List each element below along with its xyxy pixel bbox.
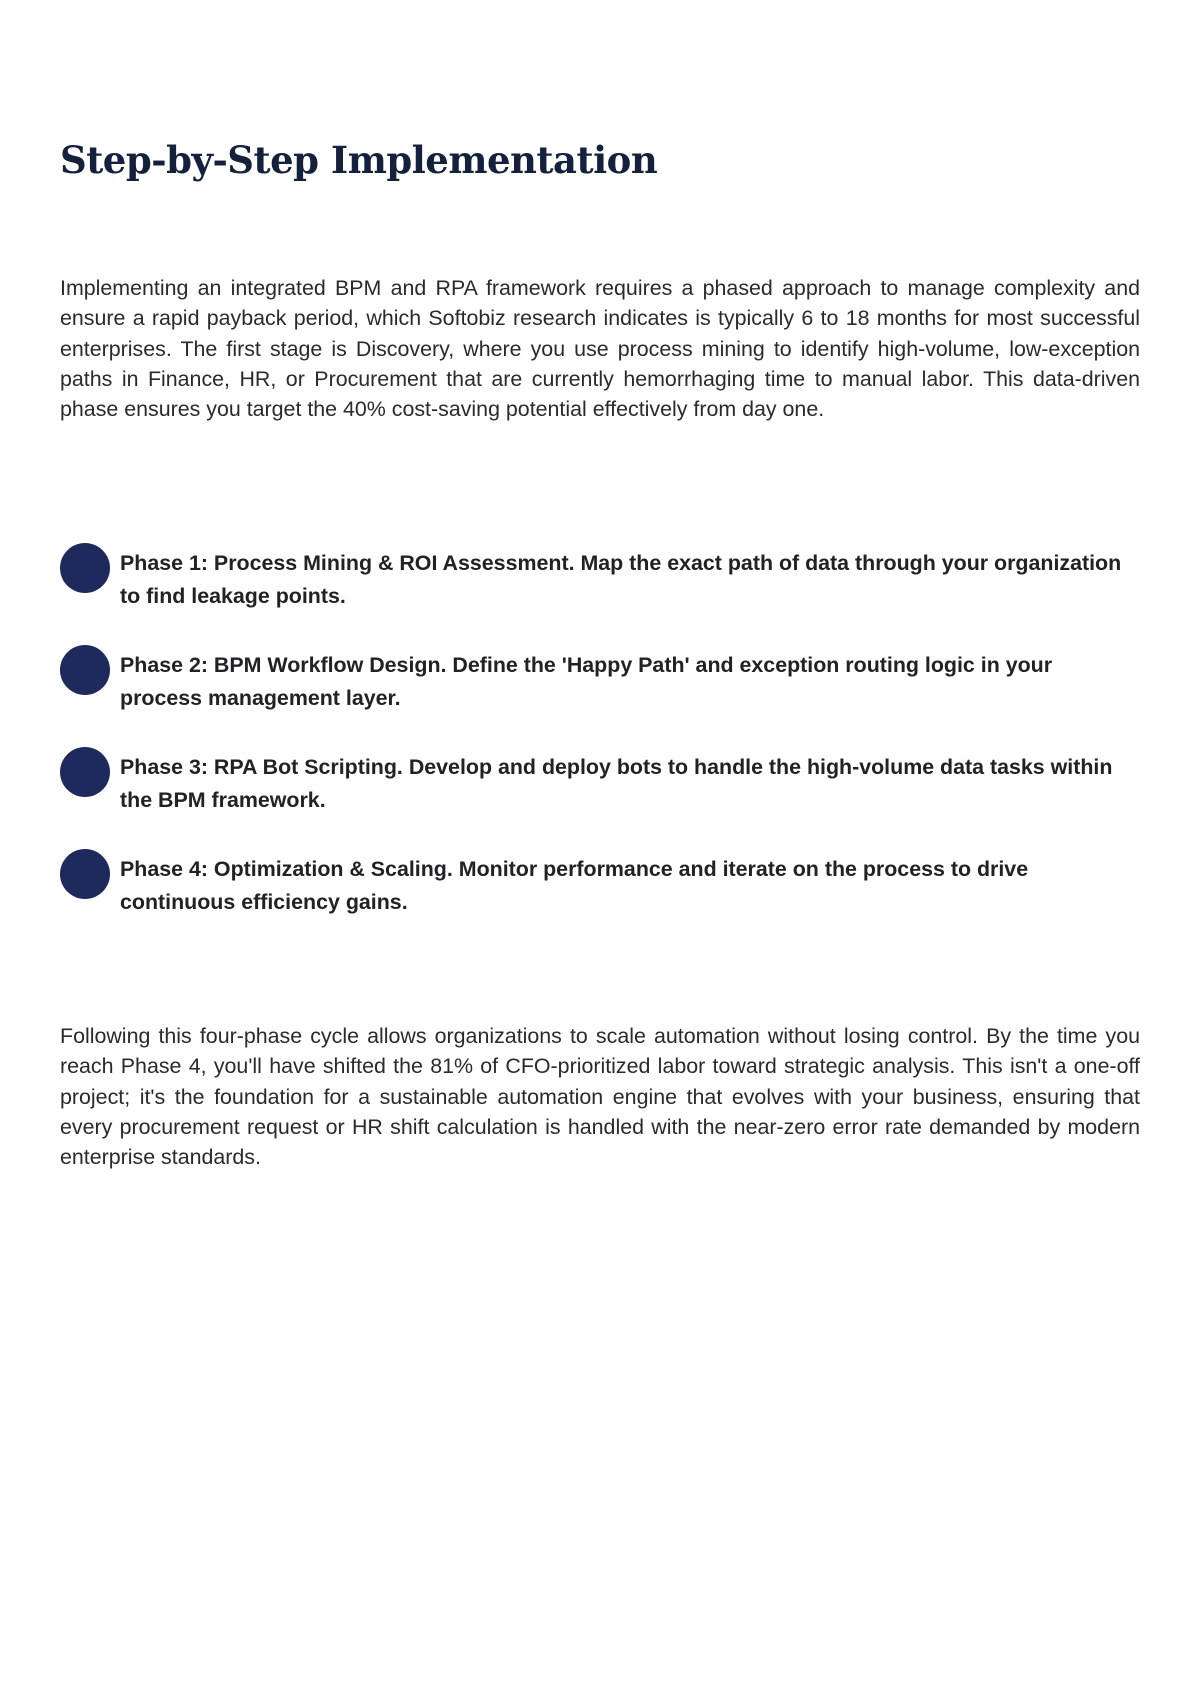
phase-text: Phase 4: Optimization & Scaling. Monitor performance and iterate on the process to drive continuous efficiency gains.	[120, 857, 1029, 914]
phase-item-4	[60, 849, 1140, 951]
phase-text: Phase 3: RPA Bot Scripting. Develop and deploy bots to handle the high-volume data tasks within the BPM framework.	[120, 755, 1113, 812]
phase-text: Phase 2: BPM Workflow Design. Define the 'Happy Path' and exception routing logic in your process management layer.	[120, 653, 1053, 710]
bullet-circle-icon	[60, 645, 110, 695]
closing-paragraph: Following this four-phase cycle allows organizations to scale automation without losing control. By the time you reach Phase 4, you'll have shifted the 81% of CFO-prioritized labor toward strategic analysis. This isn't a one-off project; it's the foundation for a sustainable automation engine that evolves with your business, ensuring that every procurement request or HR shift calculation is handled with the near-zero error rate demanded by modern enterprise standards.	[60, 1024, 1140, 1170]
bullet-circle-icon	[60, 543, 110, 593]
phase-item-1	[60, 543, 1140, 645]
bullet-circle-icon	[60, 747, 110, 797]
phase-list	[60, 543, 1140, 951]
page-title: Step-by-Step Implementation	[60, 138, 658, 182]
phase-item-2	[60, 645, 1140, 747]
phase-text: Phase 1: Process Mining & ROI Assessment. Map the exact path of data through your organization to find leakage points.	[120, 551, 1122, 608]
intro-paragraph: Implementing an integrated BPM and RPA framework requires a phased approach to manage complexity and ensure a rapid payback period, which Softobiz research indicates is typically 6 to 18 months for most successful enterprises. The first stage is Discovery, where you use process mining to identify high-volume, low-exception paths in Finance, HR, or Procurement that are currently hemorrhaging time to manual labor. This data-driven phase ensures you target the 40% cost-saving potential effectively from day one.	[60, 276, 1140, 422]
bullet-circle-icon	[60, 849, 110, 899]
phase-item-3	[60, 747, 1140, 849]
